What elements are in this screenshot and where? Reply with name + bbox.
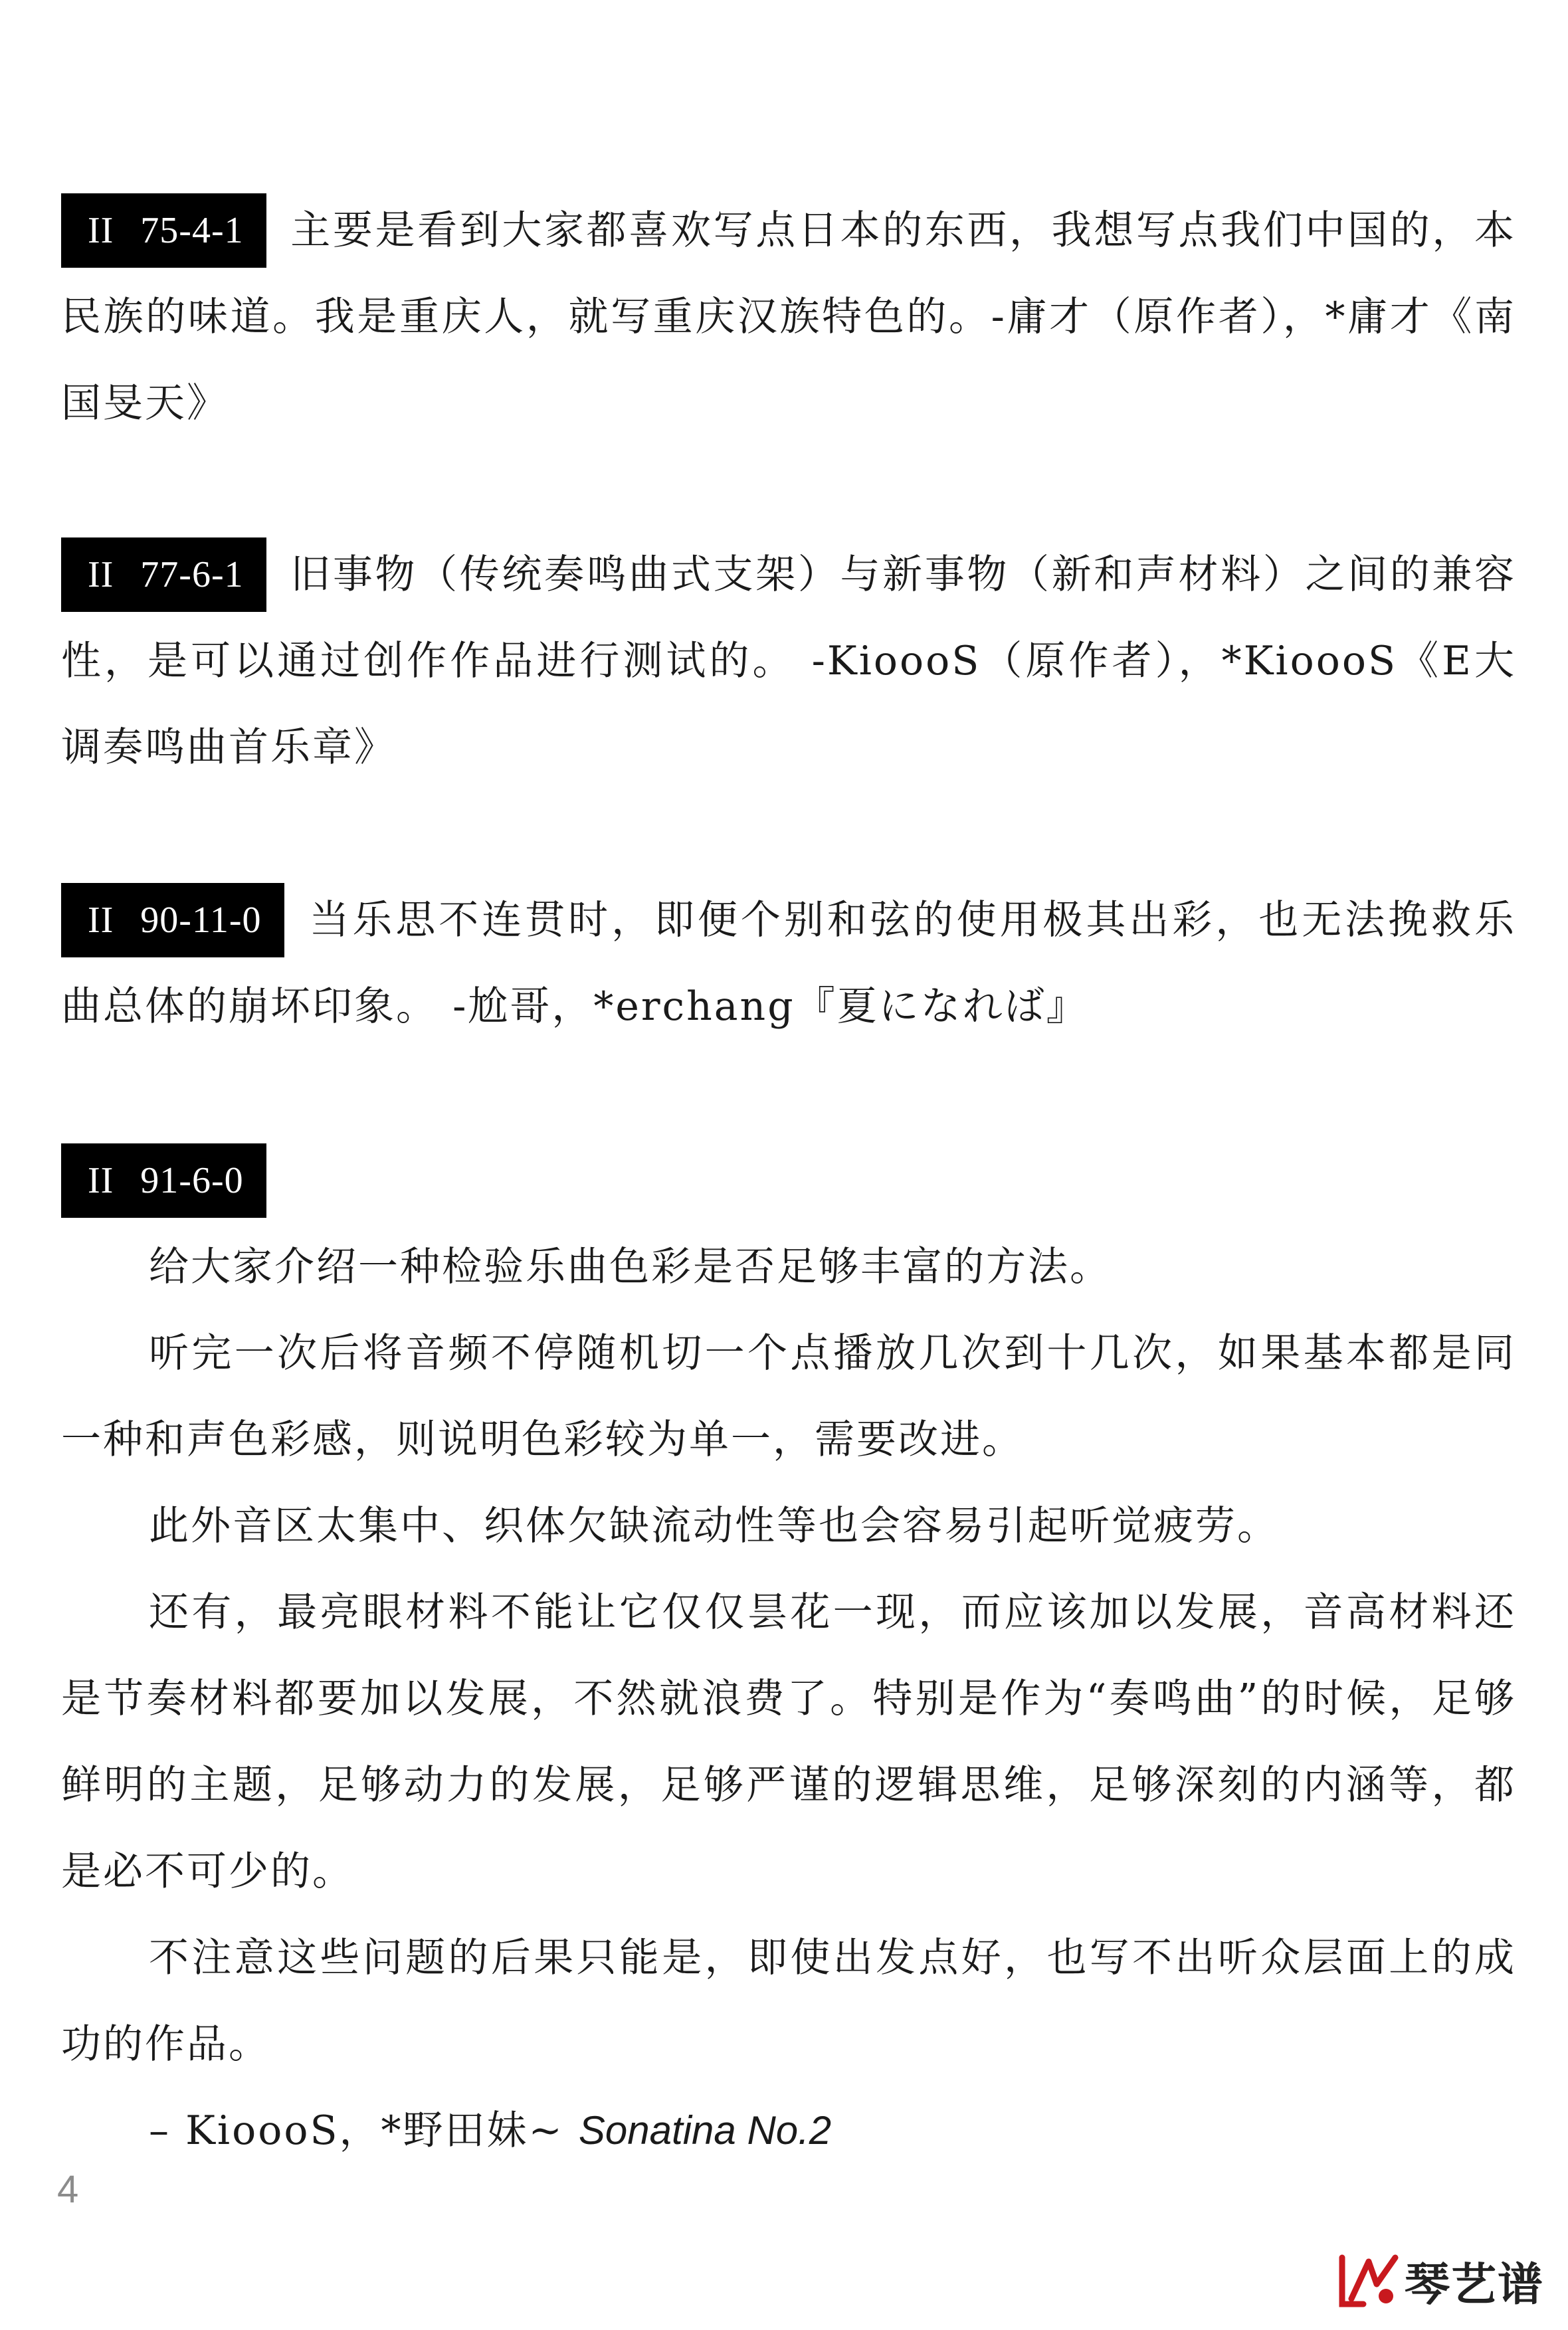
- entry-paragraph: [61, 532, 1516, 791]
- entry-tag: II 75-4-1: [61, 193, 266, 268]
- music-note-logo-icon: [1337, 2252, 1401, 2309]
- entry-77-6-1: [61, 532, 1516, 791]
- signature-prefix: – KioooS，*野田妹~: [149, 2107, 579, 2154]
- entry-text: 旧事物（传统奏鸣曲式支架）与新事物（新和声材料）之间的兼容性，是可以通过创作作品进行测试的。 -KioooS（原作者），*KioooS《E大调奏鸣曲首乐章》: [61, 551, 1516, 771]
- entry-paragraph: [61, 877, 1516, 1050]
- body-paragraph: 听完一次后将音频不停随机切一个点播放几次到十几次，如果基本都是同一种和声色彩感，则说明色彩较为单一，需要改进。: [61, 1330, 1516, 1463]
- watermark-text: 琴艺谱: [1404, 2258, 1544, 2311]
- body-paragraph: 不注意这些问题的后果只能是，即使出发点好，也写不出听众层面上的成功的作品。: [61, 1935, 1516, 2068]
- body-paragraph: 还有，最亮眼材料不能让它仅仅昙花一现，而应该加以发展，音高材料还是节奏材料都要加以发展，不然就浪费了。特别是作为“奏鸣曲”的时候，足够鲜明的主题，足够动力的发展，足够严谨的逻辑思维，足够深刻的内涵等，都是必不可少的。: [61, 1589, 1516, 1895]
- entry-75-4-1: [61, 187, 1516, 446]
- signature: [61, 2087, 1516, 2174]
- entry-text: 主要是看到大家都喜欢写点日本的东西，我想写点我们中国的，本民族的味道。我是重庆人，就写重庆汉族特色的。-庸才（原作者），*庸才《南国旻天》: [61, 207, 1516, 427]
- entry-tag-line: [61, 1137, 1516, 1224]
- body-paragraph: 给大家介绍一种检验乐曲色彩是否足够丰富的方法。: [149, 1244, 1112, 1290]
- entry-paragraph: [61, 187, 1516, 446]
- entry-tag: II 77-6-1: [61, 537, 266, 612]
- entry-tag: II 91-6-0: [61, 1143, 266, 1218]
- entry-text: 当乐思不连贯时，即便个别和弦的使用极其出彩，也无法挽救乐曲总体的崩坏印象。 -尬哥，*erchang『夏になれば』: [61, 897, 1516, 1030]
- watermark-logo: [1337, 2251, 1544, 2311]
- entry-91-6-0: [61, 1137, 1516, 2174]
- body-paragraph: 此外音区太集中、织体欠缺流动性等也会容易引起听觉疲劳。: [149, 1503, 1279, 1549]
- entry-tag: II 90-11-0: [61, 883, 284, 957]
- page-number: 4: [57, 2168, 79, 2211]
- entry-90-11-0: [61, 877, 1516, 1050]
- signature-work: Sonatina No.2: [578, 2108, 832, 2153]
